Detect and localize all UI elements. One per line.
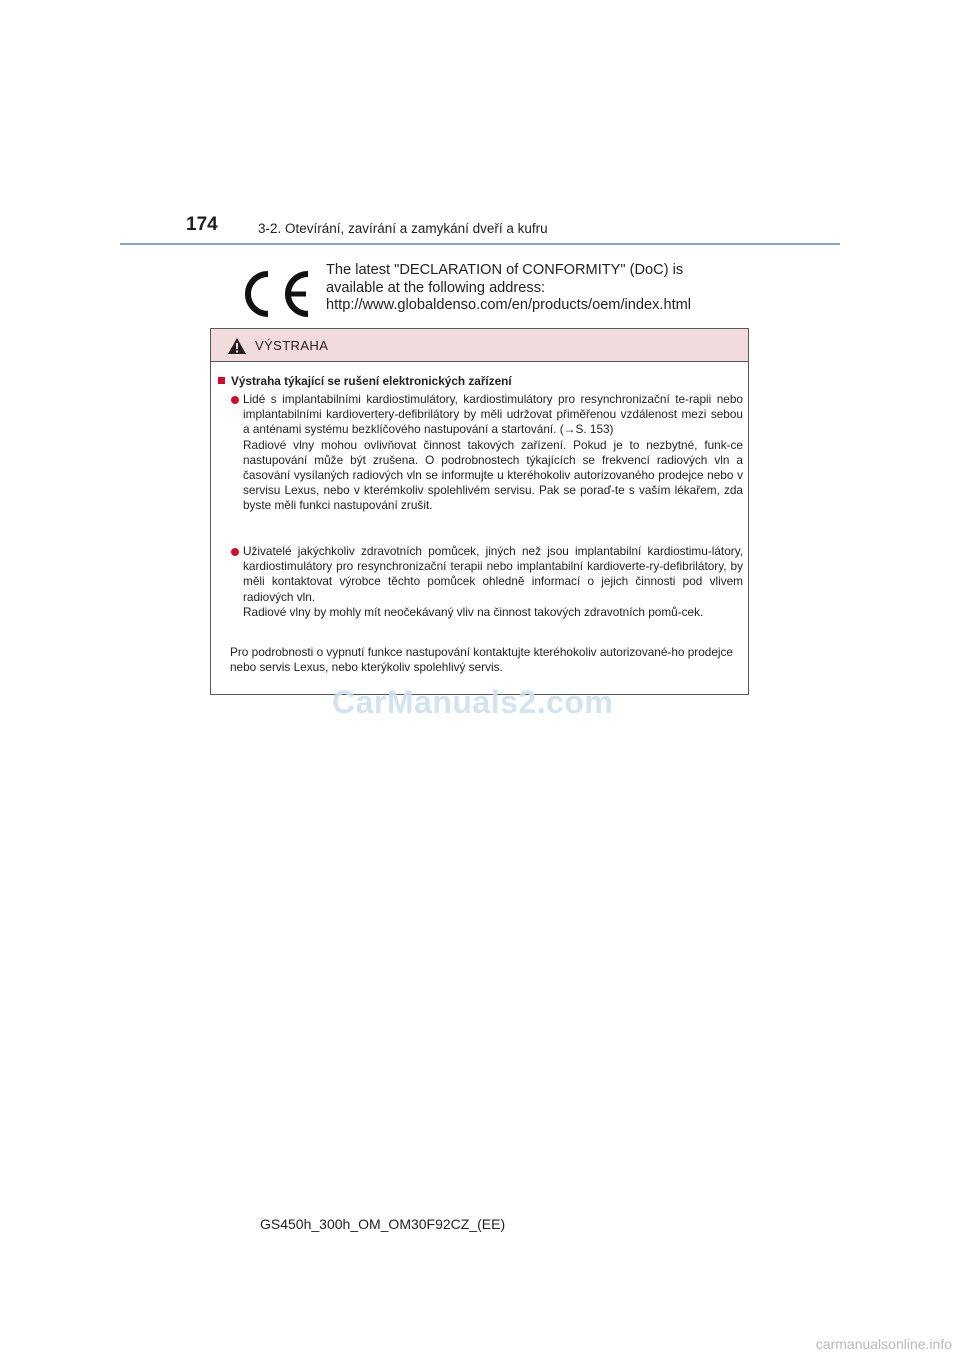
- doc-url[interactable]: http://www.globaldenso.com/en/products/oem/index.html: [326, 297, 692, 313]
- list-item: [231, 392, 743, 514]
- list-item: [231, 544, 743, 620]
- bullet-dot-icon: [231, 548, 239, 556]
- doc-line-1: The latest "DECLARATION of CONFORMITY" (DoC) is: [326, 262, 684, 278]
- footer-model-code: GS450h_300h_OM_OM30F92CZ_(EE): [260, 1216, 506, 1232]
- site-logo: carmanualsonline.info: [815, 1336, 952, 1352]
- warning-triangle-icon: [227, 337, 247, 355]
- page-number: 174: [186, 214, 218, 235]
- paragraph: Radiové vlny by mohly mít neočekávaný vliv na činnost takových zdravotních pomů-cek.: [243, 604, 704, 619]
- paragraph: Uživatelé jakýchkoliv zdravotních pomůcek, jiných než jsou implantabilní kardiostimu-látory, kardiostimulátory pro resynchronizační terapii nebo implantabilní kardioverte-ry-defibrilátory, by měli kontaktovat výrobce těchto pomůcek ohledně informací o jejich činnosti pod vlivem radiových vln.: [243, 544, 743, 604]
- doc-notice-text: [326, 262, 732, 315]
- watermark: CarManuals2.com: [332, 684, 614, 720]
- section-heading-text: Výstraha týkající se rušení elektronických zařízení: [231, 374, 512, 388]
- closing-paragraph: [230, 645, 745, 675]
- closing-text: Pro podrobnosti o vypnutí funkce nastupování kontaktujte kteréhokoliv autorizované-ho prodejce nebo servis Lexus, nebo kterýkoliv spolehlivý servis.: [230, 645, 733, 675]
- warning-box: [210, 328, 749, 695]
- warning-header: [211, 329, 748, 362]
- ce-mark-icon: [234, 268, 314, 320]
- square-bullet-icon: [218, 377, 225, 384]
- paragraph: Lidé s implantabilními kardiostimulátory, kardiostimulátory pro resynchronizační te-rapii nebo implantabilními kardiovertery-defibrilátory by měli udržovat přiměřenou vzdálenost mezi sebou a anténami systému bezklíčového nastupování a startování. (→S. 153): [243, 392, 743, 437]
- section-heading: [218, 374, 512, 389]
- page-header: [120, 214, 840, 246]
- doc-notice: [232, 262, 732, 324]
- doc-line-2: available at the following address:: [326, 279, 546, 296]
- paragraph: Radiové vlny mohou ovlivňovat činnost takových zařízení. Pokud je to nezbytné, funk-ce nastupování může být zrušena. O podrobnostech týkajících se frekvencí radiových vln a časování vysílaných radiových vln se informujte u kteréhokoliv autorizovaného prodejce nebo v servisu Lexus, nebo v kterémkoliv spolehlivém servisu. Pak se poraď-te s vaším lékařem, zda byste měli funkci nastupování zrušit.: [243, 437, 743, 513]
- bullet-dot-icon: [231, 396, 239, 404]
- header-rule: [120, 243, 840, 245]
- chapter-title: 3-2. Otevírání, zavírání a zamykání dveří a kufru: [258, 221, 548, 236]
- warning-title: VÝSTRAHA: [255, 338, 329, 353]
